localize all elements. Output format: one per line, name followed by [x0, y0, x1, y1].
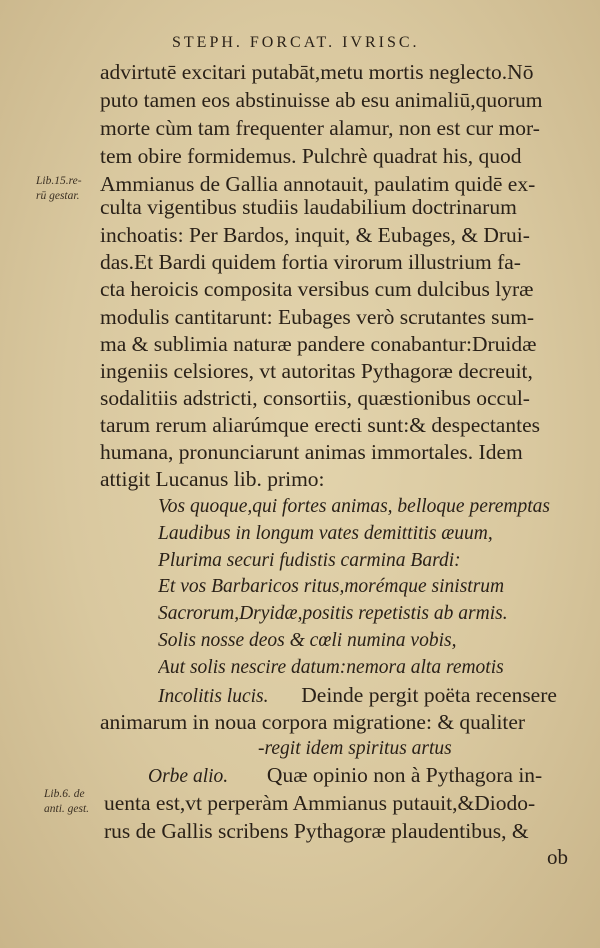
text-line: animarum in noua corpora migratione: & qualiter [100, 710, 526, 734]
text-line: das.Et Bardi quidem fortia virorum illustrium fa- [100, 250, 521, 274]
margin-note-line: Lib.6. de [44, 788, 85, 800]
quote-text: regit idem spiritus artus [264, 738, 452, 759]
verse-line: Et vos Barbaricos ritus,morémque sinistrum [158, 576, 505, 597]
catchword: ob [547, 845, 568, 869]
margin-note-line: Lib.15.re- [36, 175, 82, 187]
text-line: ma & sublimia naturæ pandere conabantur:Druidæ [100, 332, 537, 356]
text-line: attigit Lucanus lib. primo: [100, 467, 325, 491]
verse-line: Plurima securi fudistis carmina Bardi: [158, 550, 461, 571]
verse-end: Incolitis lucis. [158, 686, 269, 707]
text-line: advirtutē excitari putabāt,metu mortis neglecto.Nō [100, 60, 534, 84]
text-line: culta vigentibus studiis laudabilium doctrinarum [100, 195, 517, 219]
margin-note-line: anti. gest. [44, 803, 90, 815]
margin-note-2 [44, 787, 89, 817]
text-line: tarum rerum aliarúmque erecti sunt:& despectantes [100, 413, 540, 437]
text-line: morte cùm tam frequenter alamur, non est cur mor- [100, 116, 540, 140]
mixed-line [148, 761, 578, 791]
verse-line: Solis nosse deos & cœli numina vobis, [158, 630, 457, 651]
prose-continuation: Deinde pergit poëta recensere [301, 683, 557, 707]
text-line: Ammianus de Gallia annotauit, paulatim quidē ex- [100, 172, 536, 196]
quote-line: -regit idem spiritus artus [258, 738, 452, 759]
quote-end: Orbe alio. [148, 766, 229, 787]
verse-line: Vos quoque,qui fortes animas, belloque peremptas [158, 496, 550, 517]
text-line: tem obire formidemus. Pulchrè quadrat his, quod [100, 144, 522, 168]
margin-note-1 [36, 174, 82, 204]
text-line: uenta est,vt perperàm Ammianus putauit,&Diodo- [104, 791, 536, 815]
text-line: rus de Gallis scribens Pythagoræ plaudentibus, & [104, 819, 529, 843]
text-line: humana, pronunciarunt animas immortales. Idem [100, 440, 523, 464]
margin-note-line: rū gestar. [36, 190, 80, 202]
text-line: cta heroicis composita versibus cum dulcibus lyræ [100, 277, 534, 301]
verse-line: Sacrorum,Dryidæ,positis repetistis ab armis. [158, 603, 508, 624]
text-line: sodalitiis adstricti, consortiis, quæstionibus occul- [100, 386, 530, 410]
prose-continuation: Quæ opinio non à Pythagora in- [266, 763, 543, 787]
text-line: ingeniis celsiores, vt autoritas Pythagoræ decreuit, [100, 359, 533, 383]
text-line: inchoatis: Per Bardos, inquit, & Eubages, & Drui- [100, 223, 530, 247]
text-line: puto tamen eos abstinuisse ab esu animaliū,quorum [100, 88, 543, 112]
mixed-line [158, 681, 578, 711]
verse-line: Laudibus in longum vates demittitis æuum, [158, 523, 493, 544]
running-head: STEPH. FORCAT. IVRISC. [172, 34, 420, 51]
text-line: modulis cantitarunt: Eubages verò scrutantes sum- [100, 305, 535, 329]
verse-line: Aut solis nescire datum:nemora alta remotis [158, 657, 504, 678]
